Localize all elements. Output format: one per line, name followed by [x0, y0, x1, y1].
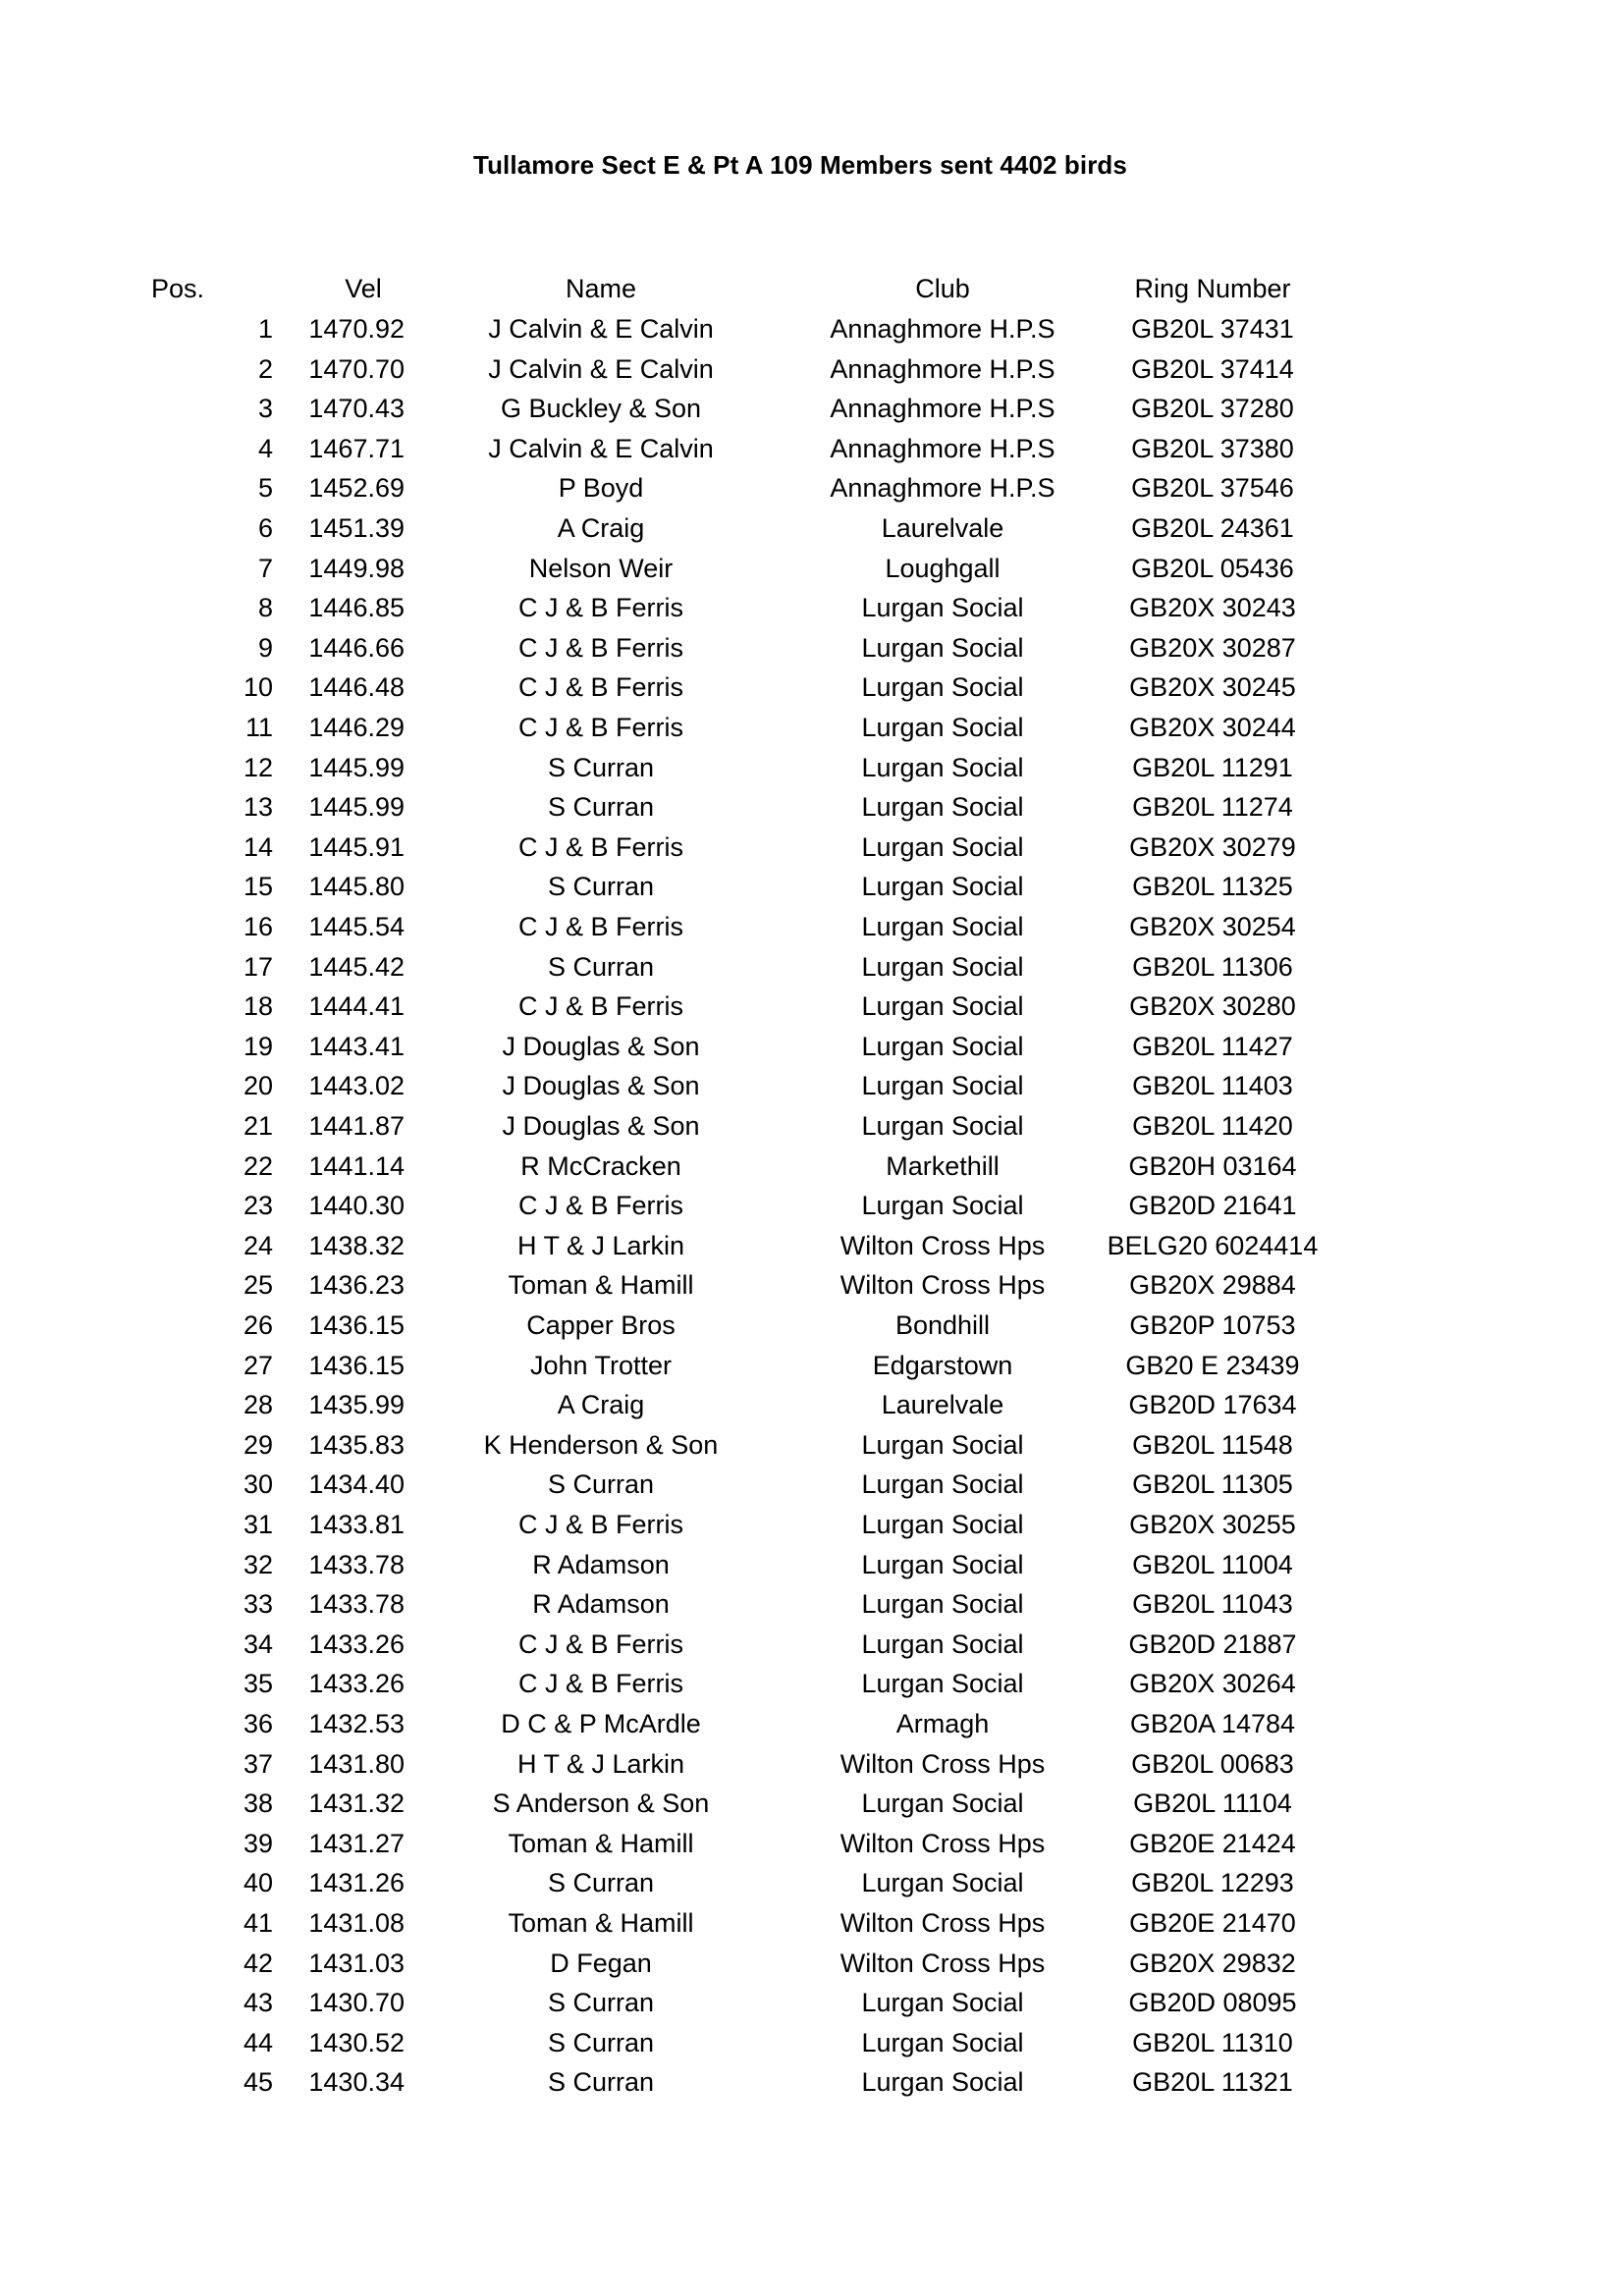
row-name: H T & J Larkin — [516, 1230, 685, 1260]
row-ring-number: GB20X 30243 — [1129, 593, 1296, 623]
table-row — [0, 1505, 1624, 1545]
row-vel: 1431.03 — [308, 1948, 405, 1978]
row-club: Lurgan Social — [861, 831, 1024, 862]
row-club: Lurgan Social — [861, 991, 1024, 1022]
row-pos: 28 — [243, 1390, 273, 1420]
table-row — [0, 947, 1624, 988]
table-row — [0, 1346, 1624, 1386]
row-ring-number: GB20L 11310 — [1132, 2027, 1293, 2057]
row-vel: 1441.87 — [308, 1111, 405, 1141]
row-vel: 1451.39 — [308, 513, 405, 543]
row-vel: 1467.71 — [308, 433, 405, 463]
row-ring-number: GB20P 10753 — [1129, 1310, 1296, 1340]
row-club: Lurgan Social — [861, 1669, 1024, 1699]
row-pos: 25 — [243, 1270, 273, 1301]
row-name: A Craig — [557, 1390, 645, 1420]
row-pos: 36 — [243, 1709, 273, 1738]
row-pos: 41 — [243, 1908, 273, 1938]
row-ring-number: BELG20 6024414 — [1107, 1230, 1319, 1260]
row-vel: 1470.92 — [308, 314, 405, 344]
table-row — [0, 1664, 1624, 1704]
row-vel: 1470.43 — [308, 394, 405, 424]
row-pos: 42 — [243, 1948, 273, 1978]
row-vel: 1446.29 — [308, 713, 405, 742]
table-header — [0, 269, 1624, 309]
row-vel: 1445.80 — [308, 872, 405, 902]
row-club: Lurgan Social — [861, 1071, 1024, 1101]
row-name: C J & B Ferris — [517, 1669, 683, 1699]
row-vel: 1446.85 — [308, 593, 405, 623]
row-pos: 6 — [257, 513, 273, 543]
header-vel: Vel — [345, 274, 382, 303]
row-club: Annaghmore H.P.S — [830, 394, 1056, 424]
row-name: S Curran — [547, 752, 655, 782]
table-row — [0, 1545, 1624, 1585]
row-pos: 17 — [243, 951, 273, 982]
header-pos: Pos. — [151, 274, 205, 303]
row-name: J Douglas & Son — [502, 1071, 700, 1101]
page-title: Tullamore Sect E & Pt A 109 Members sent 4402 birds — [473, 150, 1127, 180]
table-row — [0, 1903, 1624, 1944]
row-vel: 1434.40 — [308, 1469, 405, 1500]
row-name: A Craig — [557, 513, 645, 543]
row-pos: 32 — [243, 1549, 273, 1579]
row-vel: 1430.70 — [308, 1988, 405, 2018]
row-name: C J & B Ferris — [517, 1629, 683, 1659]
table-row — [0, 588, 1624, 628]
row-pos: 22 — [243, 1150, 273, 1181]
row-ring-number: GB20D 17634 — [1128, 1390, 1297, 1420]
row-club: Lurgan Social — [861, 2027, 1024, 2057]
row-name: C J & B Ferris — [517, 991, 683, 1022]
row-pos: 40 — [243, 1868, 273, 1898]
row-club: Lurgan Social — [861, 672, 1024, 703]
table-row — [0, 2023, 1624, 2063]
row-name: R Adamson — [532, 1589, 670, 1620]
row-ring-number: GB20E 21470 — [1129, 1908, 1296, 1938]
row-name: C J & B Ferris — [517, 831, 683, 862]
table-row — [0, 1584, 1624, 1625]
row-pos: 11 — [244, 713, 273, 742]
row-pos: 8 — [257, 593, 273, 623]
row-ring-number: GB20L 11548 — [1132, 1429, 1293, 1460]
row-vel: 1430.52 — [308, 2027, 405, 2057]
row-pos: 21 — [243, 1111, 273, 1141]
table-row — [0, 667, 1624, 708]
row-ring-number: GB20L 37546 — [1131, 473, 1294, 504]
row-club: Lurgan Social — [861, 1549, 1024, 1579]
row-club: Wilton Cross Hps — [839, 1230, 1046, 1260]
row-vel: 1443.02 — [308, 1071, 405, 1101]
row-vel: 1443.41 — [308, 1031, 405, 1061]
row-name: K Henderson & Son — [483, 1429, 719, 1460]
row-pos: 44 — [243, 2027, 273, 2057]
table-row — [0, 907, 1624, 947]
table-row — [0, 987, 1624, 1027]
row-pos: 27 — [243, 1350, 273, 1380]
row-club: Annaghmore H.P.S — [830, 473, 1056, 504]
row-pos: 20 — [243, 1071, 273, 1101]
row-pos: 24 — [243, 1230, 273, 1260]
row-club: Lurgan Social — [861, 1031, 1024, 1061]
row-pos: 18 — [243, 991, 273, 1022]
row-vel: 1441.14 — [308, 1150, 405, 1181]
row-name: P Boyd — [558, 473, 644, 504]
row-vel: 1470.70 — [308, 353, 405, 384]
row-pos: 33 — [243, 1589, 273, 1620]
row-name: J Calvin & E Calvin — [488, 353, 714, 384]
row-club: Lurgan Social — [861, 752, 1024, 782]
row-pos: 23 — [243, 1191, 273, 1221]
row-ring-number: GB20L 11420 — [1132, 1111, 1293, 1141]
row-pos: 4 — [257, 433, 273, 463]
row-pos: 37 — [243, 1748, 273, 1779]
row-pos: 43 — [243, 1988, 273, 2018]
row-club: Lurgan Social — [861, 632, 1024, 663]
row-name: J Douglas & Son — [502, 1111, 700, 1141]
row-ring-number: GB20L 11291 — [1132, 752, 1293, 782]
table-row — [0, 1147, 1624, 1187]
row-name: S Curran — [547, 2067, 655, 2098]
row-club: Wilton Cross Hps — [839, 1948, 1046, 1978]
row-pos: 5 — [257, 473, 273, 504]
table-row — [0, 2062, 1624, 2103]
row-club: Wilton Cross Hps — [839, 1270, 1046, 1301]
table-row — [0, 1744, 1624, 1785]
row-name: C J & B Ferris — [517, 593, 683, 623]
row-name: S Anderson & Son — [492, 1789, 710, 1819]
table-row — [0, 1784, 1624, 1824]
table-row — [0, 1186, 1624, 1226]
row-club: Lurgan Social — [861, 713, 1024, 742]
row-name: C J & B Ferris — [517, 713, 683, 742]
row-name: D Fegan — [550, 1948, 652, 1978]
row-pos: 39 — [243, 1828, 273, 1858]
row-vel: 1433.78 — [308, 1589, 405, 1620]
row-vel: 1438.32 — [308, 1230, 405, 1260]
row-vel: 1436.15 — [308, 1350, 405, 1380]
row-ring-number: GB20L 11274 — [1132, 792, 1293, 823]
row-name: C J & B Ferris — [517, 632, 683, 663]
table-row — [0, 748, 1624, 788]
row-ring-number: GB20L 11306 — [1132, 951, 1293, 982]
row-ring-number: GB20L 11325 — [1132, 872, 1293, 902]
table-row — [0, 349, 1624, 390]
row-pos: 38 — [243, 1789, 273, 1819]
row-pos: 34 — [243, 1629, 273, 1659]
row-ring-number: GB20X 30254 — [1129, 912, 1296, 941]
row-name: C J & B Ferris — [517, 1191, 683, 1221]
row-club: Lurgan Social — [861, 951, 1024, 982]
row-name: Capper Bros — [526, 1310, 676, 1340]
row-vel: 1431.32 — [308, 1789, 405, 1819]
row-ring-number: GB20X 30264 — [1129, 1669, 1296, 1699]
row-vel: 1449.98 — [308, 553, 405, 583]
row-name: S Curran — [547, 1988, 655, 2018]
table-row — [0, 549, 1624, 589]
table-row — [0, 1027, 1624, 1067]
row-ring-number: GB20X 30287 — [1129, 632, 1296, 663]
table-row — [0, 628, 1624, 668]
row-ring-number: GB20D 08095 — [1128, 1988, 1297, 2018]
row-vel: 1433.78 — [308, 1549, 405, 1579]
row-vel: 1436.23 — [308, 1270, 405, 1301]
row-ring-number: GB20H 03164 — [1128, 1150, 1297, 1181]
row-pos: 30 — [243, 1469, 273, 1500]
row-name: C J & B Ferris — [517, 672, 683, 703]
row-vel: 1435.99 — [308, 1390, 405, 1420]
row-ring-number: GB20L 11104 — [1133, 1789, 1292, 1819]
table-row — [0, 1265, 1624, 1306]
row-name: S Curran — [547, 792, 655, 823]
row-name: R McCracken — [520, 1150, 681, 1181]
table-row — [0, 429, 1624, 469]
table-row — [0, 508, 1624, 549]
row-vel: 1452.69 — [308, 473, 405, 504]
row-club: Laurelvale — [881, 513, 1004, 543]
row-club: Annaghmore H.P.S — [830, 314, 1056, 344]
row-club: Bondhill — [894, 1310, 991, 1340]
row-vel: 1445.99 — [308, 752, 405, 782]
row-ring-number: GB20L 37414 — [1131, 353, 1294, 384]
row-ring-number: GB20D 21887 — [1128, 1629, 1297, 1659]
row-ring-number: GB20X 30244 — [1129, 713, 1296, 742]
row-ring-number: GB20D 21641 — [1128, 1191, 1297, 1221]
row-name: C J & B Ferris — [517, 1510, 683, 1539]
row-pos: 35 — [243, 1669, 273, 1699]
table-row — [0, 1066, 1624, 1106]
row-pos: 14 — [243, 831, 273, 862]
row-club: Lurgan Social — [861, 1510, 1024, 1539]
row-name: S Curran — [547, 1868, 655, 1898]
row-ring-number: GB20L 00683 — [1131, 1748, 1294, 1779]
row-club: Loughgall — [885, 553, 1001, 583]
row-pos: 2 — [257, 353, 273, 384]
row-club: Wilton Cross Hps — [839, 1828, 1046, 1858]
row-vel: 1435.83 — [308, 1429, 405, 1460]
row-club: Lurgan Social — [861, 1429, 1024, 1460]
row-club: Laurelvale — [881, 1390, 1004, 1420]
row-club: Lurgan Social — [861, 1868, 1024, 1898]
row-vel: 1446.66 — [308, 632, 405, 663]
table-row — [0, 1306, 1624, 1346]
row-ring-number: GB20L 11321 — [1132, 2067, 1293, 2098]
row-ring-number: GB20E 21424 — [1129, 1828, 1296, 1858]
row-ring-number: GB20L 37431 — [1131, 314, 1294, 344]
row-vel: 1433.26 — [308, 1629, 405, 1659]
row-vel: 1430.34 — [308, 2067, 405, 2098]
table-row — [0, 828, 1624, 868]
row-name: Toman & Hamill — [508, 1908, 694, 1938]
row-name: S Curran — [547, 951, 655, 982]
header-club: Club — [915, 274, 970, 303]
row-name: S Curran — [547, 872, 655, 902]
row-name: H T & J Larkin — [516, 1748, 685, 1779]
table-row — [0, 1704, 1624, 1744]
table-row — [0, 1863, 1624, 1903]
row-ring-number: GB20L 11403 — [1132, 1071, 1293, 1101]
table-row — [0, 1425, 1624, 1466]
table-row — [0, 1385, 1624, 1425]
row-ring-number: GB20X 30280 — [1129, 991, 1296, 1022]
row-vel: 1445.54 — [308, 912, 405, 941]
row-vel: 1431.27 — [308, 1828, 405, 1858]
row-ring-number: GB20X 30279 — [1129, 831, 1296, 862]
table-row — [0, 309, 1624, 349]
table-row — [0, 708, 1624, 748]
row-name: D C & P McArdle — [501, 1709, 701, 1738]
row-vel: 1440.30 — [308, 1191, 405, 1221]
header-ring-number: Ring Number — [1134, 274, 1291, 303]
header-name: Name — [565, 274, 637, 303]
row-pos: 29 — [243, 1429, 273, 1460]
table-row — [0, 1983, 1624, 2023]
row-ring-number: GB20L 24361 — [1131, 513, 1294, 543]
row-pos: 16 — [243, 912, 273, 941]
row-pos: 13 — [243, 792, 273, 823]
row-vel: 1445.99 — [308, 792, 405, 823]
row-vel: 1433.26 — [308, 1669, 405, 1699]
row-club: Lurgan Social — [861, 593, 1024, 623]
row-name: Nelson Weir — [528, 553, 674, 583]
row-club: Lurgan Social — [861, 1191, 1024, 1221]
row-club: Lurgan Social — [861, 872, 1024, 902]
row-club: Lurgan Social — [861, 792, 1024, 823]
row-pos: 26 — [243, 1310, 273, 1340]
row-club: Markethill — [886, 1150, 1000, 1181]
row-pos: 12 — [243, 752, 273, 782]
row-name: S Curran — [547, 2027, 655, 2057]
row-club: Wilton Cross Hps — [839, 1748, 1046, 1779]
row-club: Lurgan Social — [861, 912, 1024, 941]
table-row — [0, 389, 1624, 429]
row-club: Annaghmore H.P.S — [830, 353, 1056, 384]
row-vel: 1446.48 — [308, 672, 405, 703]
row-ring-number: GB20L 11305 — [1132, 1469, 1293, 1500]
table-row — [0, 867, 1624, 907]
table-row — [0, 787, 1624, 828]
row-vel: 1445.42 — [308, 951, 405, 982]
row-club: Lurgan Social — [861, 1469, 1024, 1500]
row-club: Lurgan Social — [861, 2067, 1024, 2098]
row-pos: 3 — [257, 394, 273, 424]
row-name: J Douglas & Son — [502, 1031, 700, 1061]
row-vel: 1436.15 — [308, 1310, 405, 1340]
row-ring-number: GB20A 14784 — [1129, 1709, 1296, 1738]
row-vel: 1445.91 — [308, 831, 405, 862]
row-club: Armagh — [895, 1709, 990, 1738]
row-ring-number: GB20X 29832 — [1129, 1948, 1296, 1978]
row-club: Annaghmore H.P.S — [830, 433, 1056, 463]
row-ring-number: GB20L 37380 — [1131, 433, 1294, 463]
row-vel: 1433.81 — [308, 1510, 405, 1539]
row-name: J Calvin & E Calvin — [488, 314, 714, 344]
table-row — [0, 1226, 1624, 1266]
row-ring-number: GB20X 29884 — [1129, 1270, 1296, 1301]
table-row — [0, 1106, 1624, 1147]
row-club: Lurgan Social — [861, 1988, 1024, 2018]
row-ring-number: GB20X 30255 — [1129, 1510, 1296, 1539]
row-ring-number: GB20L 37280 — [1131, 394, 1294, 424]
row-name: R Adamson — [532, 1549, 670, 1579]
row-club: Lurgan Social — [861, 1111, 1024, 1141]
row-pos: 19 — [243, 1031, 273, 1061]
row-vel: 1431.08 — [308, 1908, 405, 1938]
table-row — [0, 1944, 1624, 1984]
row-pos: 10 — [243, 672, 273, 703]
row-name: Toman & Hamill — [508, 1828, 694, 1858]
row-ring-number: GB20L 11043 — [1132, 1589, 1293, 1620]
row-pos: 1 — [257, 314, 273, 344]
row-ring-number: GB20 E 23439 — [1125, 1350, 1300, 1380]
row-name: S Curran — [547, 1469, 655, 1500]
row-ring-number: GB20L 12293 — [1131, 1868, 1294, 1898]
row-club: Lurgan Social — [861, 1789, 1024, 1819]
row-vel: 1444.41 — [308, 991, 405, 1022]
table-row — [0, 1625, 1624, 1665]
row-name: John Trotter — [529, 1350, 673, 1380]
row-pos: 31 — [243, 1510, 273, 1539]
row-ring-number: GB20X 30245 — [1129, 672, 1296, 703]
table-row — [0, 1465, 1624, 1505]
table-row — [0, 1824, 1624, 1864]
row-pos: 7 — [257, 553, 273, 583]
row-club: Wilton Cross Hps — [839, 1908, 1046, 1938]
row-ring-number: GB20L 11427 — [1132, 1031, 1293, 1061]
row-name: G Buckley & Son — [500, 394, 702, 424]
table-row — [0, 468, 1624, 508]
row-club: Lurgan Social — [861, 1589, 1024, 1620]
row-vel: 1432.53 — [308, 1709, 405, 1738]
row-vel: 1431.26 — [308, 1868, 405, 1898]
row-vel: 1431.80 — [308, 1748, 405, 1779]
row-name: J Calvin & E Calvin — [488, 433, 714, 463]
row-club: Lurgan Social — [861, 1629, 1024, 1659]
row-pos: 45 — [243, 2067, 273, 2098]
row-ring-number: GB20L 05436 — [1131, 553, 1294, 583]
row-name: Toman & Hamill — [508, 1270, 694, 1301]
row-pos: 9 — [257, 632, 273, 663]
row-ring-number: GB20L 11004 — [1132, 1549, 1293, 1579]
row-name: C J & B Ferris — [517, 912, 683, 941]
row-pos: 15 — [243, 872, 273, 902]
row-club: Edgarstown — [872, 1350, 1013, 1380]
